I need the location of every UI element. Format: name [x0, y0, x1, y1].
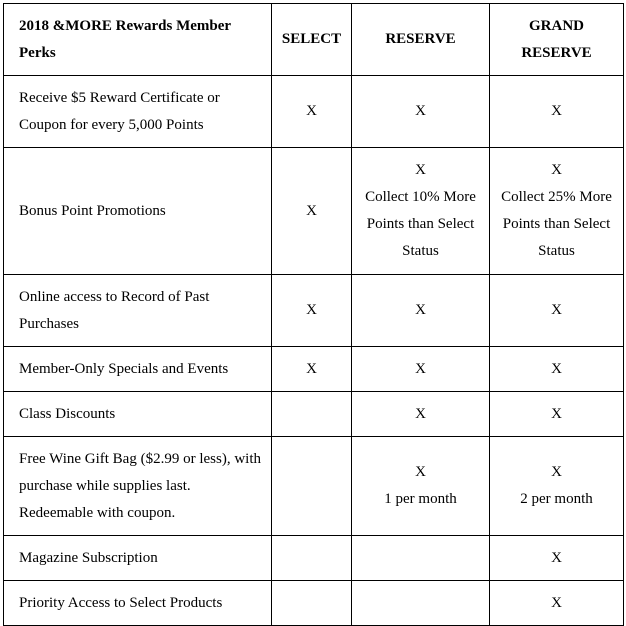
select-cell	[272, 536, 352, 581]
perk-name: Priority Access to Select Products	[4, 581, 272, 626]
perk-name: Class Discounts	[4, 392, 272, 437]
check-mark: X	[415, 162, 426, 178]
select-cell	[272, 347, 352, 392]
grand-reserve-cell	[490, 148, 624, 275]
reserve-cell	[352, 536, 490, 581]
grand-reserve-cell	[490, 347, 624, 392]
check-mark: X	[551, 464, 562, 480]
select-cell	[272, 76, 352, 148]
perk-note: 1 per month	[384, 491, 457, 507]
table-row-priority-access	[4, 581, 624, 626]
perk-note: Points than Select	[366, 216, 475, 232]
reserve-cell	[352, 437, 490, 536]
check-mark: X	[415, 464, 426, 480]
grand-reserve-cell	[490, 76, 624, 148]
grand-reserve-cell	[490, 581, 624, 626]
check-mark: X	[551, 360, 562, 377]
check-mark: X	[306, 302, 317, 318]
select-cell	[272, 275, 352, 347]
grand-reserve-line-2: RESERVE	[521, 44, 592, 61]
check-mark: X	[306, 103, 317, 119]
check-mark: X	[551, 549, 562, 566]
reserve-cell	[352, 347, 490, 392]
check-mark: X	[551, 103, 562, 119]
perk-name: Magazine Subscription	[4, 536, 272, 581]
check-mark: X	[415, 360, 426, 377]
perk-note: Points than Select	[502, 216, 611, 232]
perk-note: 2 per month	[520, 491, 593, 507]
grand-reserve-cell	[490, 536, 624, 581]
reserve-cell	[352, 581, 490, 626]
table-row-online-access	[4, 275, 624, 347]
check-mark: X	[551, 302, 562, 318]
table-row-magazine-subscription	[4, 536, 624, 581]
perk-note: Status	[538, 243, 575, 259]
check-mark: X	[551, 405, 562, 422]
column-header-perks: 2018 &MORE Rewards Member Perks	[4, 4, 272, 76]
grand-reserve-line-1: GRAND	[529, 17, 584, 34]
table-row-class-discounts	[4, 392, 624, 437]
table-row-reward-certificate	[4, 76, 624, 148]
select-cell	[272, 392, 352, 437]
header-row	[4, 4, 624, 76]
check-mark: X	[551, 162, 562, 178]
check-mark: X	[306, 360, 317, 377]
check-mark: X	[415, 302, 426, 318]
perk-name: Online access to Record of Past Purchases	[4, 275, 272, 347]
grand-reserve-cell	[490, 437, 624, 536]
column-header-grand-reserve	[490, 4, 624, 76]
reserve-cell	[352, 392, 490, 437]
perk-name: Free Wine Gift Bag ($2.99 or less), with purchase while supplies last. Redeemable with coupon.	[4, 437, 272, 536]
check-mark: X	[306, 202, 317, 219]
table-row-bonus-point-promotions	[4, 148, 624, 275]
perk-note: Status	[402, 243, 439, 259]
check-mark: X	[415, 405, 426, 422]
perk-note: Collect 25% More	[501, 189, 612, 205]
grand-reserve-cell	[490, 275, 624, 347]
perk-name: Bonus Point Promotions	[4, 148, 272, 275]
select-cell	[272, 437, 352, 536]
table-row-free-wine-gift-bag	[4, 437, 624, 536]
reserve-cell	[352, 76, 490, 148]
table-row-member-only-specials	[4, 347, 624, 392]
select-cell	[272, 581, 352, 626]
perk-name: Member-Only Specials and Events	[4, 347, 272, 392]
check-mark: X	[551, 594, 562, 611]
grand-reserve-cell	[490, 392, 624, 437]
reserve-cell	[352, 148, 490, 275]
member-perks-table	[3, 3, 624, 626]
select-cell	[272, 148, 352, 275]
perk-note: Collect 10% More	[365, 189, 476, 205]
perk-name: Receive $5 Reward Certificate or Coupon for every 5,000 Points	[4, 76, 272, 148]
check-mark: X	[415, 103, 426, 119]
column-header-reserve: RESERVE	[352, 4, 490, 76]
reserve-cell	[352, 275, 490, 347]
column-header-select: SELECT	[272, 4, 352, 76]
